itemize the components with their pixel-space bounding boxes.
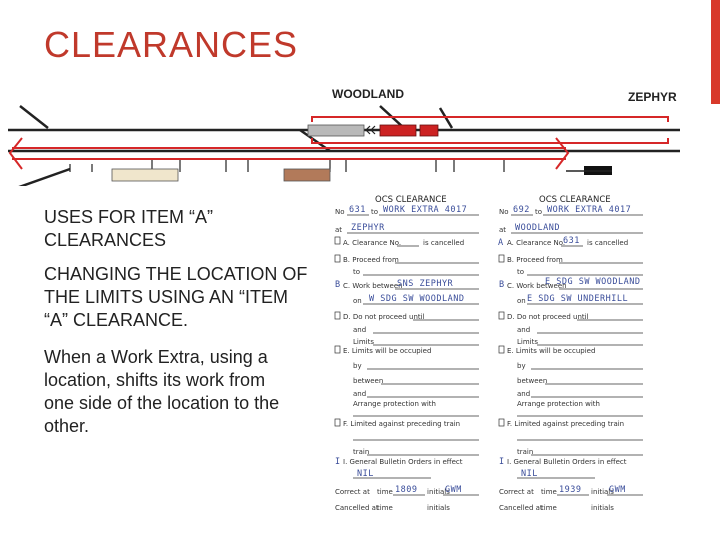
and-label: and — [353, 326, 367, 334]
by-label: by — [353, 362, 362, 370]
addressee: WORK EXTRA 4017 — [547, 205, 632, 215]
item-b-mark: B — [335, 280, 341, 290]
no-label: No — [499, 208, 509, 216]
initials-label: initials — [591, 488, 614, 496]
work-equipment-red — [380, 125, 416, 136]
clearance-number: 631 — [349, 205, 366, 215]
addressee: WORK EXTRA 4017 — [383, 205, 468, 215]
cancelled-label: Cancelled at — [335, 504, 379, 512]
initials-label-2: initials — [591, 504, 614, 512]
limits-label: Limits — [517, 338, 538, 346]
to-label: to — [535, 208, 543, 216]
on-label: on — [353, 297, 362, 305]
time-label: time — [377, 488, 393, 496]
and-label-2: and — [517, 390, 531, 398]
to-label: to — [371, 208, 379, 216]
item-b-label: B. Proceed from — [507, 256, 563, 264]
paragraph-item-a-uses: USES FOR ITEM “A” CLEARANCES — [44, 207, 214, 250]
correct-initials: GWM — [609, 485, 626, 495]
work-to: W SDG SW WOODLAND — [369, 294, 465, 304]
item-a-suffix: is cancelled — [423, 239, 465, 247]
car-tan-1 — [112, 169, 178, 181]
rail-car — [308, 125, 364, 136]
form-header: OCS CLEARANCE — [539, 195, 611, 205]
item-i-mark: I — [335, 457, 341, 467]
arrange-label: Arrange protection with — [517, 400, 600, 408]
item-a-label: A. Clearance No. — [507, 239, 566, 247]
item-b-to-label: to — [353, 268, 361, 276]
location: ZEPHYR — [351, 223, 385, 233]
between-label: between — [517, 377, 548, 385]
on-label: on — [517, 297, 526, 305]
car-brown — [284, 169, 330, 181]
correct-label: Correct at — [499, 488, 534, 496]
bulletin-value: NIL — [357, 469, 374, 479]
and-label-2: and — [353, 390, 367, 398]
initials-label: initials — [427, 488, 450, 496]
clearance-number: 692 — [513, 205, 530, 215]
correct-initials: GWM — [445, 485, 462, 495]
train-label: train — [517, 448, 534, 456]
by-label: by — [517, 362, 526, 370]
paragraph-changing-location: CHANGING THE LOCATION OF THE LIMITS USING AN “ITEM “A” CLEARANCE. — [44, 264, 308, 330]
time-label-2: time — [377, 504, 393, 512]
initials-label-2: initials — [427, 504, 450, 512]
at-label: at — [335, 226, 343, 234]
limits-label: Limits — [353, 338, 374, 346]
train-label: train — [353, 448, 370, 456]
work-equipment-red-2 — [420, 125, 438, 136]
work-from: SNS ZEPHYR — [397, 279, 454, 289]
clearance-form-1 — [335, 195, 479, 512]
slide-title: CLEARANCES — [44, 24, 299, 65]
time-label: time — [541, 488, 557, 496]
correct-time: 1939 — [559, 485, 582, 495]
item-a-label: A. Clearance No. — [343, 239, 402, 247]
item-e-label: E. Limits will be occupied — [507, 347, 596, 355]
item-c-label: C. Work between — [343, 282, 403, 290]
item-f-label: F. Limited against preceding train — [507, 420, 625, 428]
clearance-forms — [333, 192, 653, 517]
track-diagram — [0, 76, 700, 186]
bulletin-value: NIL — [521, 469, 538, 479]
item-i-mark: I — [499, 457, 505, 467]
at-label: at — [499, 226, 507, 234]
item-i-label: I. General Bulletin Orders in effect — [507, 458, 627, 466]
item-f-label: F. Limited against preceding train — [343, 420, 461, 428]
time-label-2: time — [541, 504, 557, 512]
item-d-label: D. Do not proceed until — [343, 313, 425, 321]
between-label: between — [353, 377, 384, 385]
location: WOODLAND — [515, 223, 560, 233]
station-label-zephyr: ZEPHYR — [628, 90, 677, 104]
item-a-suffix: is cancelled — [587, 239, 629, 247]
item-b-label: B. Proceed from — [343, 256, 399, 264]
work-from: E SDG SW WOODLAND — [545, 277, 641, 287]
cancelled-number: 631 — [563, 236, 580, 246]
item-e-label: E. Limits will be occupied — [343, 347, 432, 355]
item-c-label: C. Work between — [507, 282, 567, 290]
correct-time: 1809 — [395, 485, 418, 495]
paragraph-work-extra: When a Work Extra, using a location, shifts its work from one side of the location to the other. — [44, 347, 280, 436]
item-d-label: D. Do not proceed until — [507, 313, 589, 321]
correct-label: Correct at — [335, 488, 370, 496]
clearance-form-2 — [498, 195, 643, 512]
arrange-label: Arrange protection with — [353, 400, 436, 408]
and-label: and — [517, 326, 531, 334]
accent-bar — [711, 0, 720, 104]
item-a-mark: A — [498, 238, 504, 248]
station-label-woodland: WOODLAND — [332, 87, 404, 101]
form-header: OCS CLEARANCE — [375, 195, 447, 205]
no-label: No — [335, 208, 345, 216]
item-i-label: I. General Bulletin Orders in effect — [343, 458, 463, 466]
item-b-to-label: to — [517, 268, 525, 276]
cancelled-label: Cancelled at — [499, 504, 543, 512]
item-b-mark: B — [499, 280, 505, 290]
work-to: E SDG SW UNDERHILL — [527, 294, 629, 304]
